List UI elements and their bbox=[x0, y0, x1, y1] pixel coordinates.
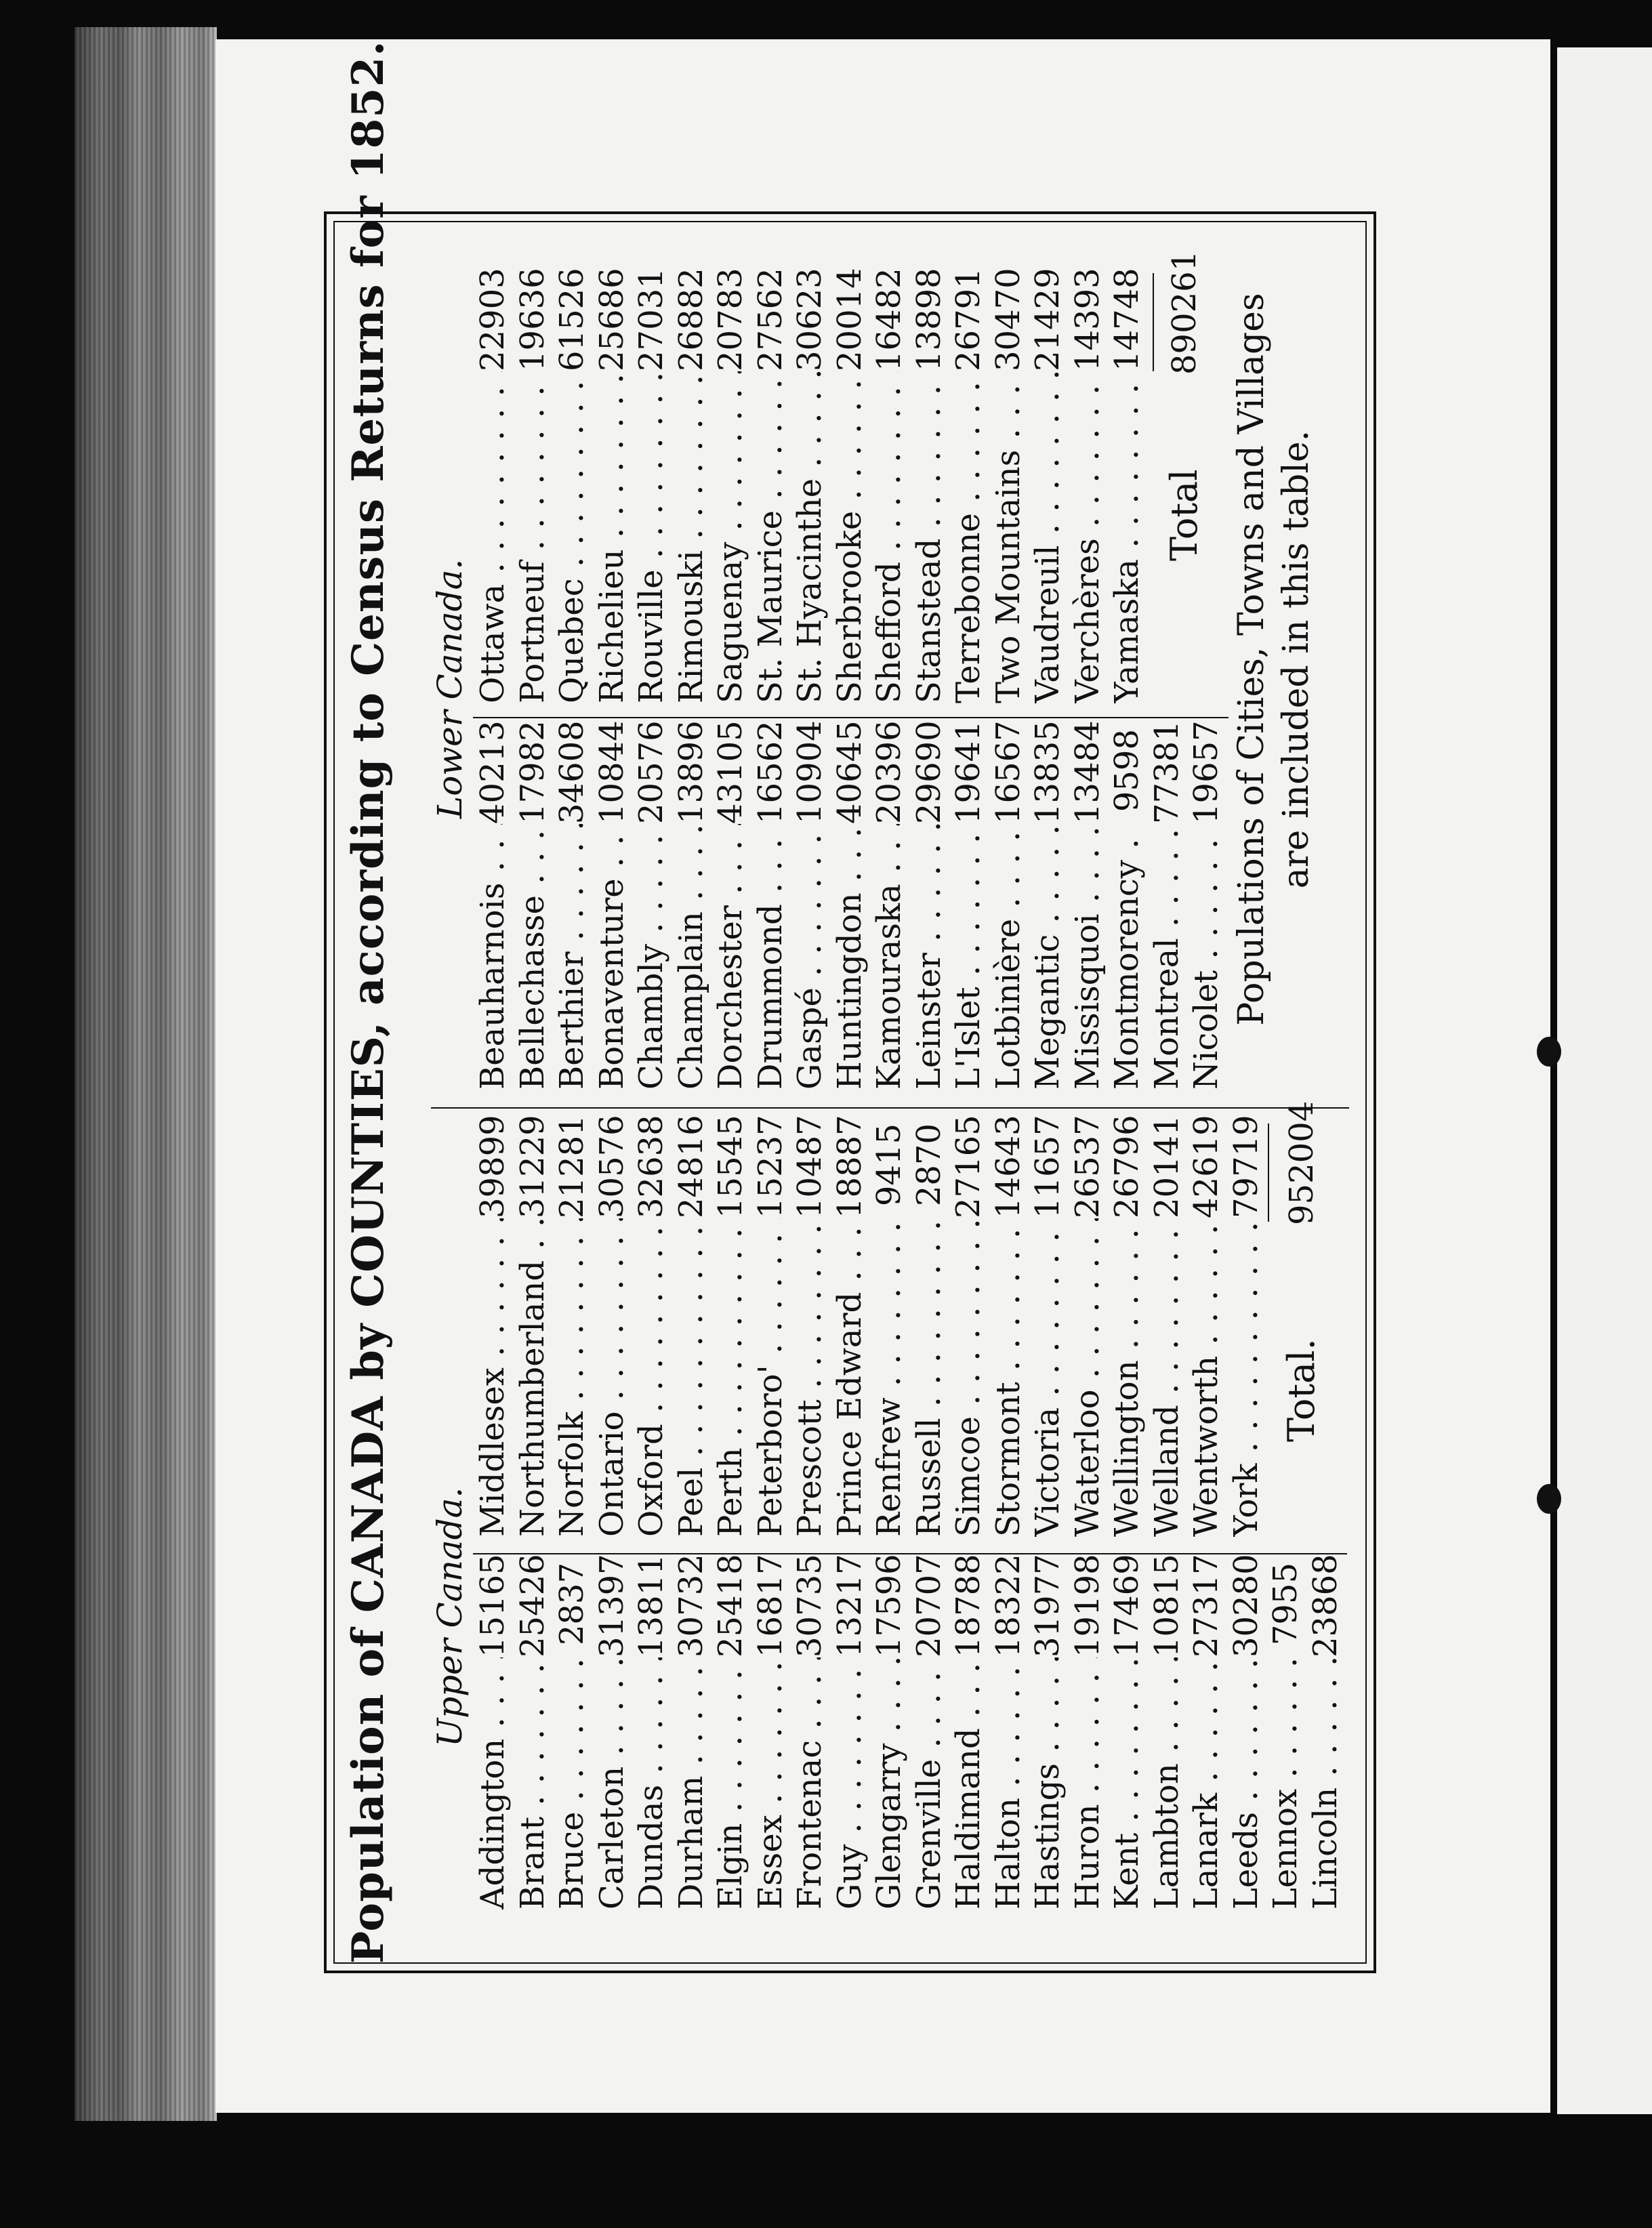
table-row bbox=[711, 1554, 751, 1910]
table-row bbox=[1186, 720, 1226, 1090]
county-name: Chambly . . . bbox=[632, 824, 672, 1090]
page-title: Population of CANADA by COUNTIES, according to Census Returns for 1852. bbox=[343, 40, 394, 1964]
population-value: 18788 bbox=[949, 1554, 987, 1657]
county-name: Nicolet . . . bbox=[1186, 824, 1226, 1090]
county-name: Leeds . . . bbox=[1226, 1657, 1266, 1910]
county-name: Dorchester . . . bbox=[711, 824, 751, 1090]
population-value: 19198 bbox=[1068, 1554, 1107, 1657]
county-name: Peel . . . bbox=[672, 1218, 711, 1537]
upper-canada-column-a bbox=[473, 1554, 1345, 1910]
table-row bbox=[1107, 1554, 1147, 1910]
county-name: Elgin . . . bbox=[711, 1657, 751, 1910]
county-name: Russell . . . bbox=[909, 1218, 949, 1537]
table-row bbox=[1028, 270, 1068, 703]
county-name: Huntingdon . . . bbox=[830, 824, 870, 1090]
table-row bbox=[1147, 720, 1187, 1090]
table-row bbox=[1186, 1554, 1226, 1910]
population-value: 14643 bbox=[989, 1115, 1027, 1218]
population-value: 16482 bbox=[870, 268, 908, 371]
table-row bbox=[473, 1117, 513, 1537]
column-divider bbox=[473, 1553, 1347, 1554]
binding-hole bbox=[1537, 1037, 1561, 1067]
county-name: Victoria . . . bbox=[1028, 1218, 1068, 1537]
book-spine-edge bbox=[75, 27, 217, 2121]
county-name: Verchères . . . bbox=[1068, 371, 1108, 703]
table-row bbox=[1028, 720, 1068, 1090]
upper-total-label: Total. bbox=[1280, 1338, 1323, 1442]
population-value: 40213 bbox=[474, 720, 512, 824]
population-value: 31977 bbox=[1029, 1554, 1067, 1657]
county-name: Terrebonne . . . bbox=[949, 371, 989, 703]
county-name: Sherbrooke . . . bbox=[830, 371, 870, 703]
population-value: 13217 bbox=[830, 1554, 869, 1657]
table-row bbox=[711, 270, 751, 703]
population-value: 13811 bbox=[632, 1554, 670, 1657]
population-value: 15237 bbox=[751, 1115, 789, 1218]
county-name: Kamouraska . . . bbox=[869, 824, 909, 1090]
table-row bbox=[632, 1554, 672, 1910]
county-name: Missisquoi . . . bbox=[1068, 824, 1108, 1090]
county-name: Ottawa . . . bbox=[473, 371, 513, 703]
table-row bbox=[1147, 1554, 1187, 1910]
county-name: Montmorency . . . bbox=[1107, 824, 1147, 1090]
county-name: Vaudreuil . . . bbox=[1028, 371, 1068, 703]
population-value: 20141 bbox=[1147, 1115, 1186, 1218]
table-row bbox=[869, 1554, 909, 1910]
upper-canada-column-b bbox=[473, 1117, 1266, 1537]
county-name: Portneuf . . . bbox=[513, 371, 553, 703]
table-row bbox=[473, 720, 513, 1090]
table-row bbox=[790, 270, 830, 703]
column-divider bbox=[473, 717, 1228, 718]
county-name: Dundas . . . bbox=[632, 1657, 672, 1910]
table-row bbox=[672, 1117, 711, 1537]
table-row bbox=[790, 1554, 830, 1910]
lower-canada-column-b bbox=[473, 270, 1147, 703]
population-value: 20576 bbox=[632, 720, 670, 824]
population-value: 20014 bbox=[830, 268, 869, 371]
county-name: Essex . . . bbox=[751, 1657, 791, 1910]
county-name: Durham . . . bbox=[672, 1657, 711, 1910]
population-value: 39899 bbox=[474, 1115, 512, 1218]
county-name: Montreal . . . bbox=[1147, 824, 1187, 1090]
county-name: Saguenay . . . bbox=[711, 371, 751, 703]
population-value: 27165 bbox=[949, 1115, 987, 1218]
county-name: Bellechasse . . . bbox=[513, 824, 553, 1090]
population-value: 16817 bbox=[751, 1554, 789, 1657]
county-name: Middlesex . . . bbox=[473, 1218, 513, 1537]
county-name: Ontario . . . bbox=[592, 1218, 632, 1537]
county-name: Megantic . . . bbox=[1028, 824, 1068, 1090]
population-value: 14748 bbox=[1108, 268, 1146, 371]
table-row bbox=[1068, 1117, 1108, 1537]
population-value: 25686 bbox=[592, 268, 631, 371]
population-value: 13484 bbox=[1068, 720, 1107, 824]
population-value: 10487 bbox=[791, 1115, 829, 1218]
county-name: Oxford . . . bbox=[632, 1218, 672, 1537]
county-name: Drummond . . . bbox=[751, 824, 791, 1090]
table-row bbox=[711, 720, 751, 1090]
population-value: 16562 bbox=[751, 720, 789, 824]
table-row bbox=[909, 270, 949, 703]
upper-total-rule bbox=[1268, 1123, 1269, 1222]
county-name: Rouville . . . bbox=[632, 371, 672, 703]
table-row bbox=[552, 1117, 592, 1537]
table-row bbox=[830, 270, 870, 703]
county-name: Haldimand . . . bbox=[949, 1657, 989, 1910]
table-row bbox=[949, 720, 989, 1090]
population-value: 13898 bbox=[909, 268, 948, 371]
footnote-line-1: Populations of Cities, Towns and Villages bbox=[1231, 293, 1272, 1026]
population-value: 10815 bbox=[1147, 1554, 1186, 1657]
table-row bbox=[869, 1117, 909, 1537]
county-name: Frontenac . . . bbox=[790, 1657, 830, 1910]
population-value: 11657 bbox=[1029, 1115, 1067, 1218]
county-name: St. Hyacinthe . . . bbox=[790, 371, 830, 703]
table-row bbox=[632, 720, 672, 1090]
county-name: Renfrew . . . bbox=[869, 1218, 909, 1537]
county-name: Yamaska . . . bbox=[1107, 371, 1147, 703]
county-name: St. Maurice . . . bbox=[751, 371, 791, 703]
population-value: 26537 bbox=[1068, 1115, 1107, 1218]
table-row bbox=[751, 1554, 791, 1910]
table-row bbox=[672, 270, 711, 703]
population-value: 20396 bbox=[870, 720, 908, 824]
county-name: Leinster . . . bbox=[909, 824, 949, 1090]
county-name: Berthier . . . bbox=[552, 824, 592, 1090]
county-name: Hastings . . . bbox=[1028, 1657, 1068, 1910]
population-value: 20707 bbox=[909, 1554, 948, 1657]
county-name: Beauharnois . . . bbox=[473, 824, 513, 1090]
table-row bbox=[592, 1117, 632, 1537]
table-row bbox=[909, 1117, 949, 1537]
table-row bbox=[989, 1554, 1029, 1910]
binding-hole bbox=[1537, 1484, 1561, 1514]
county-name: Kent . . . bbox=[1107, 1657, 1147, 1910]
county-name: Lanark . . . bbox=[1186, 1657, 1226, 1910]
population-value: 2837 bbox=[553, 1563, 591, 1646]
table-row bbox=[909, 1554, 949, 1910]
table-row bbox=[909, 720, 949, 1090]
population-value: 25418 bbox=[711, 1554, 749, 1657]
population-value: 31397 bbox=[592, 1554, 631, 1657]
population-value: 26882 bbox=[672, 268, 710, 371]
county-name: Welland . . . bbox=[1147, 1218, 1187, 1537]
table-row bbox=[672, 1554, 711, 1910]
population-value: 27031 bbox=[632, 268, 670, 371]
table-row bbox=[592, 1554, 632, 1910]
county-name: Stanstead . . . bbox=[909, 371, 949, 703]
population-value: 25426 bbox=[513, 1554, 552, 1657]
population-value: 17469 bbox=[1108, 1554, 1146, 1657]
county-name: Wellington . . . bbox=[1107, 1218, 1147, 1537]
population-value: 15545 bbox=[711, 1115, 749, 1218]
lower-total-value: 890261 bbox=[1165, 250, 1203, 375]
county-name: Northumberland . . . bbox=[513, 1218, 553, 1537]
population-value: 16567 bbox=[989, 720, 1027, 824]
table-row bbox=[751, 270, 791, 703]
population-value: 21429 bbox=[1029, 268, 1067, 371]
population-value: 22903 bbox=[474, 268, 512, 371]
table-row bbox=[869, 720, 909, 1090]
population-value: 27317 bbox=[1187, 1554, 1225, 1657]
population-value: 79719 bbox=[1226, 1115, 1265, 1218]
county-name: Gaspé . . . bbox=[790, 824, 830, 1090]
table-row bbox=[473, 270, 513, 703]
population-value: 32638 bbox=[632, 1115, 670, 1218]
table-row bbox=[869, 270, 909, 703]
table-row bbox=[751, 720, 791, 1090]
population-value: 19641 bbox=[949, 720, 987, 824]
table-row bbox=[1186, 1117, 1226, 1537]
county-name: Rimouski . . . bbox=[672, 371, 711, 703]
table-row bbox=[1107, 270, 1147, 703]
population-value: 30280 bbox=[1226, 1554, 1265, 1657]
table-row bbox=[1107, 724, 1147, 1090]
population-value: 61526 bbox=[553, 268, 591, 371]
county-name: Champlain . . . bbox=[672, 824, 711, 1090]
county-name: Two Mountains . . . bbox=[989, 371, 1029, 703]
facing-page-edge bbox=[1557, 47, 1652, 2114]
county-name: Prince Edward . . . bbox=[830, 1218, 870, 1537]
table-row bbox=[1306, 1554, 1346, 1910]
table-row bbox=[1028, 1554, 1068, 1910]
table-row bbox=[1226, 1117, 1266, 1537]
population-value: 19657 bbox=[1187, 720, 1225, 824]
upper-canada-heading: Upper Canada. bbox=[430, 1487, 470, 1747]
population-value: 20783 bbox=[711, 268, 749, 371]
population-value: 18322 bbox=[989, 1554, 1027, 1657]
table-row bbox=[949, 1554, 989, 1910]
population-value: 17982 bbox=[513, 720, 552, 824]
population-value: 9598 bbox=[1108, 729, 1146, 812]
population-value: 15165 bbox=[474, 1554, 512, 1657]
table-row bbox=[513, 270, 553, 703]
county-name: L'Islet . . . bbox=[949, 824, 989, 1090]
county-name: Huron . . . bbox=[1068, 1657, 1108, 1910]
county-name: Lincoln . . . bbox=[1306, 1657, 1346, 1910]
population-value: 10904 bbox=[791, 720, 829, 824]
population-value: 42619 bbox=[1187, 1115, 1225, 1218]
table-row bbox=[552, 1557, 592, 1910]
county-name: York . . . bbox=[1226, 1218, 1266, 1537]
county-name: Waterloo . . . bbox=[1068, 1218, 1108, 1537]
population-value: 34608 bbox=[553, 720, 591, 824]
table-row bbox=[672, 720, 711, 1090]
table-row bbox=[552, 720, 592, 1090]
table-row bbox=[1226, 1554, 1266, 1910]
county-name: Lennox . . . bbox=[1266, 1657, 1306, 1910]
county-name: Simcoe . . . bbox=[949, 1218, 989, 1537]
table-row bbox=[989, 1117, 1029, 1537]
population-value: 17596 bbox=[870, 1554, 908, 1657]
table-row bbox=[1147, 1117, 1187, 1537]
population-value: 14393 bbox=[1068, 268, 1107, 371]
population-value: 30623 bbox=[791, 268, 829, 371]
county-name: Bonaventure . . . bbox=[592, 824, 632, 1090]
population-value: 18887 bbox=[830, 1115, 869, 1218]
population-value: 2870 bbox=[909, 1123, 948, 1207]
lower-canada-column-a bbox=[473, 720, 1226, 1090]
table-row bbox=[513, 720, 553, 1090]
table-row bbox=[790, 1117, 830, 1537]
table-row bbox=[1266, 1557, 1306, 1910]
table-row bbox=[1107, 1117, 1147, 1537]
county-name: Glengarry . . . bbox=[869, 1657, 909, 1910]
population-value: 29690 bbox=[909, 720, 948, 824]
county-name: Grenville . . . bbox=[909, 1657, 949, 1910]
population-value: 31229 bbox=[513, 1115, 552, 1218]
lower-total-label: Total bbox=[1163, 469, 1205, 561]
population-value: 21281 bbox=[553, 1115, 591, 1218]
table-row bbox=[711, 1117, 751, 1537]
county-name: Lambton . . . bbox=[1147, 1657, 1187, 1910]
table-row bbox=[552, 270, 592, 703]
table-row bbox=[632, 1117, 672, 1537]
table-row bbox=[1068, 270, 1108, 703]
table-row bbox=[592, 720, 632, 1090]
table-row bbox=[949, 270, 989, 703]
population-value: 27562 bbox=[751, 268, 789, 371]
population-value: 40645 bbox=[830, 720, 869, 824]
county-name: Stormont . . . bbox=[989, 1218, 1029, 1537]
table-row bbox=[1028, 1117, 1068, 1537]
table-row bbox=[473, 1554, 513, 1910]
section-divider bbox=[431, 1107, 1349, 1109]
county-name: Brant . . . bbox=[513, 1657, 553, 1910]
population-value: 30576 bbox=[592, 1115, 631, 1218]
population-value: 19636 bbox=[513, 268, 552, 371]
population-value: 77381 bbox=[1147, 720, 1186, 824]
county-name: Shefford . . . bbox=[869, 371, 909, 703]
county-name: Lotbinière . . . bbox=[989, 824, 1029, 1090]
population-value: 30732 bbox=[672, 1554, 710, 1657]
population-value: 23868 bbox=[1306, 1554, 1344, 1657]
table-row bbox=[949, 1117, 989, 1537]
county-name: Halton . . . bbox=[989, 1657, 1029, 1910]
county-name: Norfolk . . . bbox=[552, 1218, 592, 1537]
population-value: 7955 bbox=[1266, 1563, 1304, 1646]
county-name: Carleton . . . bbox=[592, 1657, 632, 1910]
county-name: Perth . . . bbox=[711, 1218, 751, 1537]
population-value: 9415 bbox=[870, 1123, 908, 1207]
population-value: 10844 bbox=[592, 720, 631, 824]
table-row bbox=[632, 270, 672, 703]
table-row bbox=[513, 1554, 553, 1910]
table-row bbox=[751, 1117, 791, 1537]
population-value: 24816 bbox=[672, 1115, 710, 1218]
table-row bbox=[830, 720, 870, 1090]
population-value: 43105 bbox=[711, 720, 749, 824]
census-table bbox=[329, 40, 1363, 1964]
table-row bbox=[830, 1554, 870, 1910]
county-name: Bruce . . . bbox=[552, 1657, 592, 1910]
table-row bbox=[1068, 720, 1108, 1090]
table-row bbox=[790, 720, 830, 1090]
population-value: 30470 bbox=[989, 268, 1027, 371]
county-name: Guy . . . bbox=[830, 1657, 870, 1910]
population-value: 26791 bbox=[949, 268, 987, 371]
population-value: 13896 bbox=[672, 720, 710, 824]
county-name: Peterboro' . . . bbox=[751, 1218, 791, 1537]
county-name: Wentworth . . . bbox=[1186, 1218, 1226, 1537]
county-name: Prescott . . . bbox=[790, 1218, 830, 1537]
county-name: Richelieu . . . bbox=[592, 371, 632, 703]
upper-total-value: 952004 bbox=[1283, 1100, 1321, 1225]
footnote-line-2: are included in this table. bbox=[1276, 430, 1317, 889]
table-row bbox=[830, 1117, 870, 1537]
table-row bbox=[592, 270, 632, 703]
county-name: Quebec . . . bbox=[552, 371, 592, 703]
table-row bbox=[989, 720, 1029, 1090]
lower-canada-heading: Lower Canada. bbox=[430, 558, 470, 819]
table-row bbox=[989, 270, 1029, 703]
table-row bbox=[513, 1117, 553, 1537]
county-name: Addington . . . bbox=[473, 1657, 513, 1910]
lower-total-rule bbox=[1153, 273, 1154, 371]
table-row bbox=[1068, 1554, 1108, 1910]
population-value: 26796 bbox=[1108, 1115, 1146, 1218]
population-value: 13835 bbox=[1029, 720, 1067, 824]
population-value: 30735 bbox=[791, 1554, 829, 1657]
